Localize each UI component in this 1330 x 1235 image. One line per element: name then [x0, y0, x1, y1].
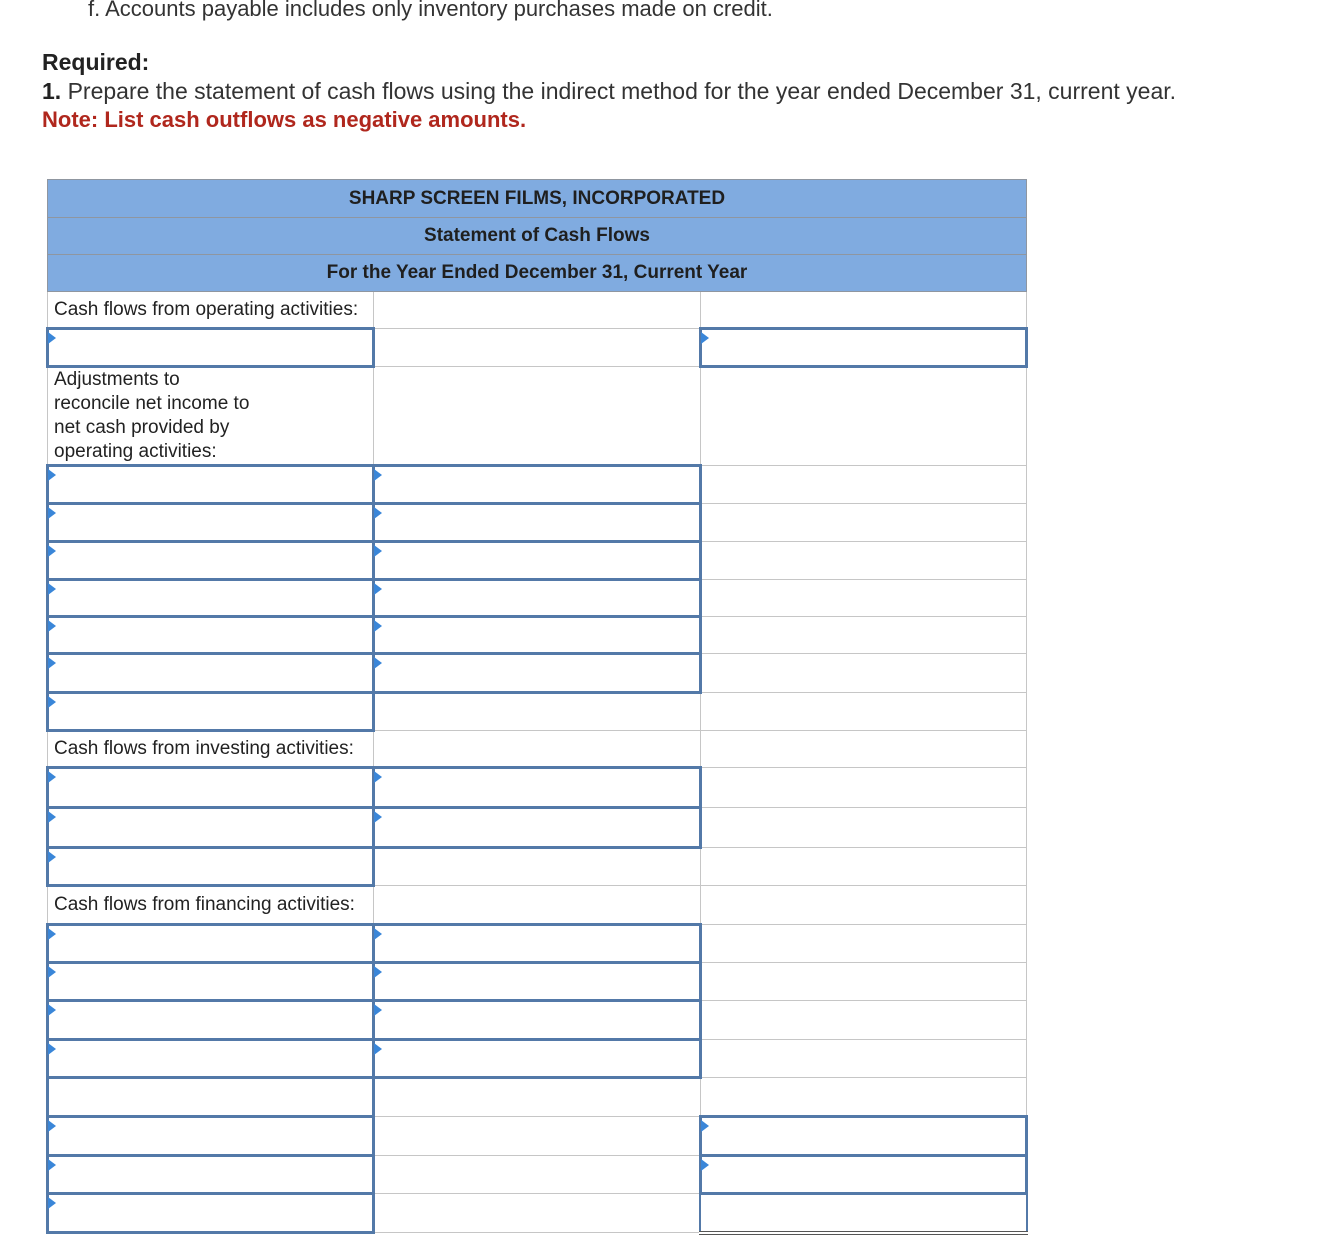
cash-flow-statement	[46, 179, 1028, 1235]
blank-cell	[700, 466, 1026, 504]
adjustment-amount-input-1[interactable]	[374, 466, 700, 504]
adjustment-amount-input-6[interactable]	[374, 654, 700, 693]
blank-cell	[374, 1117, 700, 1156]
blank-cell	[700, 580, 1026, 617]
financing-dropdown-1[interactable]	[48, 925, 374, 963]
blank-cell	[374, 731, 700, 768]
financing-dropdown-3[interactable]	[48, 1001, 374, 1040]
ending-cash-input[interactable]	[700, 1194, 1026, 1233]
financing-subtotal-dropdown[interactable]	[48, 1078, 374, 1117]
adjustment-dropdown-3[interactable]	[48, 542, 374, 580]
blank-cell	[700, 367, 1026, 466]
blank-cell	[700, 768, 1026, 808]
adjustment-amount-input-4[interactable]	[374, 580, 700, 617]
investing-dropdown-2[interactable]	[48, 808, 374, 848]
operating-dropdown-1[interactable]	[48, 329, 374, 367]
adjustment-dropdown-1[interactable]	[48, 466, 374, 504]
blank-cell	[700, 292, 1026, 329]
statement-period: For the Year Ended December 31, Current Year	[48, 255, 1027, 292]
adjustment-amount-input-2[interactable]	[374, 504, 700, 542]
instruction	[42, 78, 1176, 105]
blank-cell	[374, 693, 700, 731]
blank-cell	[700, 504, 1026, 542]
investing-activities-label: Cash flows from investing activities:	[48, 731, 374, 768]
operating-activities-label: Cash flows from operating activities:	[48, 292, 374, 329]
adjustment-dropdown-2[interactable]	[48, 504, 374, 542]
investing-subtotal-dropdown[interactable]	[48, 848, 374, 886]
blank-cell	[700, 693, 1026, 731]
blank-cell	[700, 848, 1026, 886]
financing-amount-input-4[interactable]	[374, 1040, 700, 1078]
beginning-cash-input[interactable]	[700, 1156, 1026, 1194]
financing-amount-input-3[interactable]	[374, 1001, 700, 1040]
blank-cell	[700, 808, 1026, 848]
net-change-dropdown[interactable]	[48, 1117, 374, 1156]
adjustment-dropdown-4[interactable]	[48, 580, 374, 617]
note-text: Note: List cash outflows as negative amounts.	[42, 107, 527, 132]
blank-cell	[700, 542, 1026, 580]
blank-cell	[374, 292, 700, 329]
blank-cell	[374, 886, 700, 925]
blank-cell	[700, 731, 1026, 768]
financing-amount-input-1[interactable]	[374, 925, 700, 963]
net-change-input[interactable]	[700, 1117, 1026, 1156]
blank-cell	[700, 925, 1026, 963]
investing-amount-input-2[interactable]	[374, 808, 700, 848]
instruction-text: Prepare the statement of cash flows using the indirect method for the year ended December 31, current year.	[67, 78, 1177, 104]
beginning-cash-dropdown[interactable]	[48, 1156, 374, 1194]
financing-dropdown-4[interactable]	[48, 1040, 374, 1078]
adjustment-amount-input-3[interactable]	[374, 542, 700, 580]
blank-cell	[700, 1001, 1026, 1040]
statement-title: Statement of Cash Flows	[48, 218, 1027, 255]
adjustments-label: Adjustments to reconcile net income to net cash provided by operating activities:	[48, 367, 374, 466]
operating-subtotal-dropdown[interactable]	[48, 693, 374, 731]
financing-activities-label: Cash flows from financing activities:	[48, 886, 374, 925]
required-heading: Required:	[42, 49, 150, 75]
investing-amount-input-1[interactable]	[374, 768, 700, 808]
ending-cash-dropdown[interactable]	[48, 1194, 374, 1233]
instruction-number: 1.	[42, 78, 62, 104]
operating-total-input-1[interactable]	[700, 329, 1026, 367]
blank-cell	[700, 886, 1026, 925]
investing-dropdown-1[interactable]	[48, 768, 374, 808]
blank-cell	[374, 367, 700, 466]
blank-cell	[374, 1078, 700, 1117]
financing-dropdown-2[interactable]	[48, 963, 374, 1001]
blank-cell	[374, 1194, 700, 1233]
blank-cell	[700, 1040, 1026, 1078]
adjustment-amount-input-5[interactable]	[374, 617, 700, 654]
blank-cell	[374, 1156, 700, 1194]
blank-cell	[700, 654, 1026, 693]
item-f-text: f. Accounts payable includes only inventory purchases made on credit.	[88, 0, 773, 21]
financing-amount-input-2[interactable]	[374, 963, 700, 1001]
blank-cell	[700, 617, 1026, 654]
blank-cell	[700, 1078, 1026, 1117]
blank-cell	[374, 329, 700, 367]
blank-cell	[700, 963, 1026, 1001]
adjustment-dropdown-5[interactable]	[48, 617, 374, 654]
blank-cell	[374, 848, 700, 886]
adjustment-dropdown-6[interactable]	[48, 654, 374, 693]
company-name: SHARP SCREEN FILMS, INCORPORATED	[48, 180, 1027, 218]
